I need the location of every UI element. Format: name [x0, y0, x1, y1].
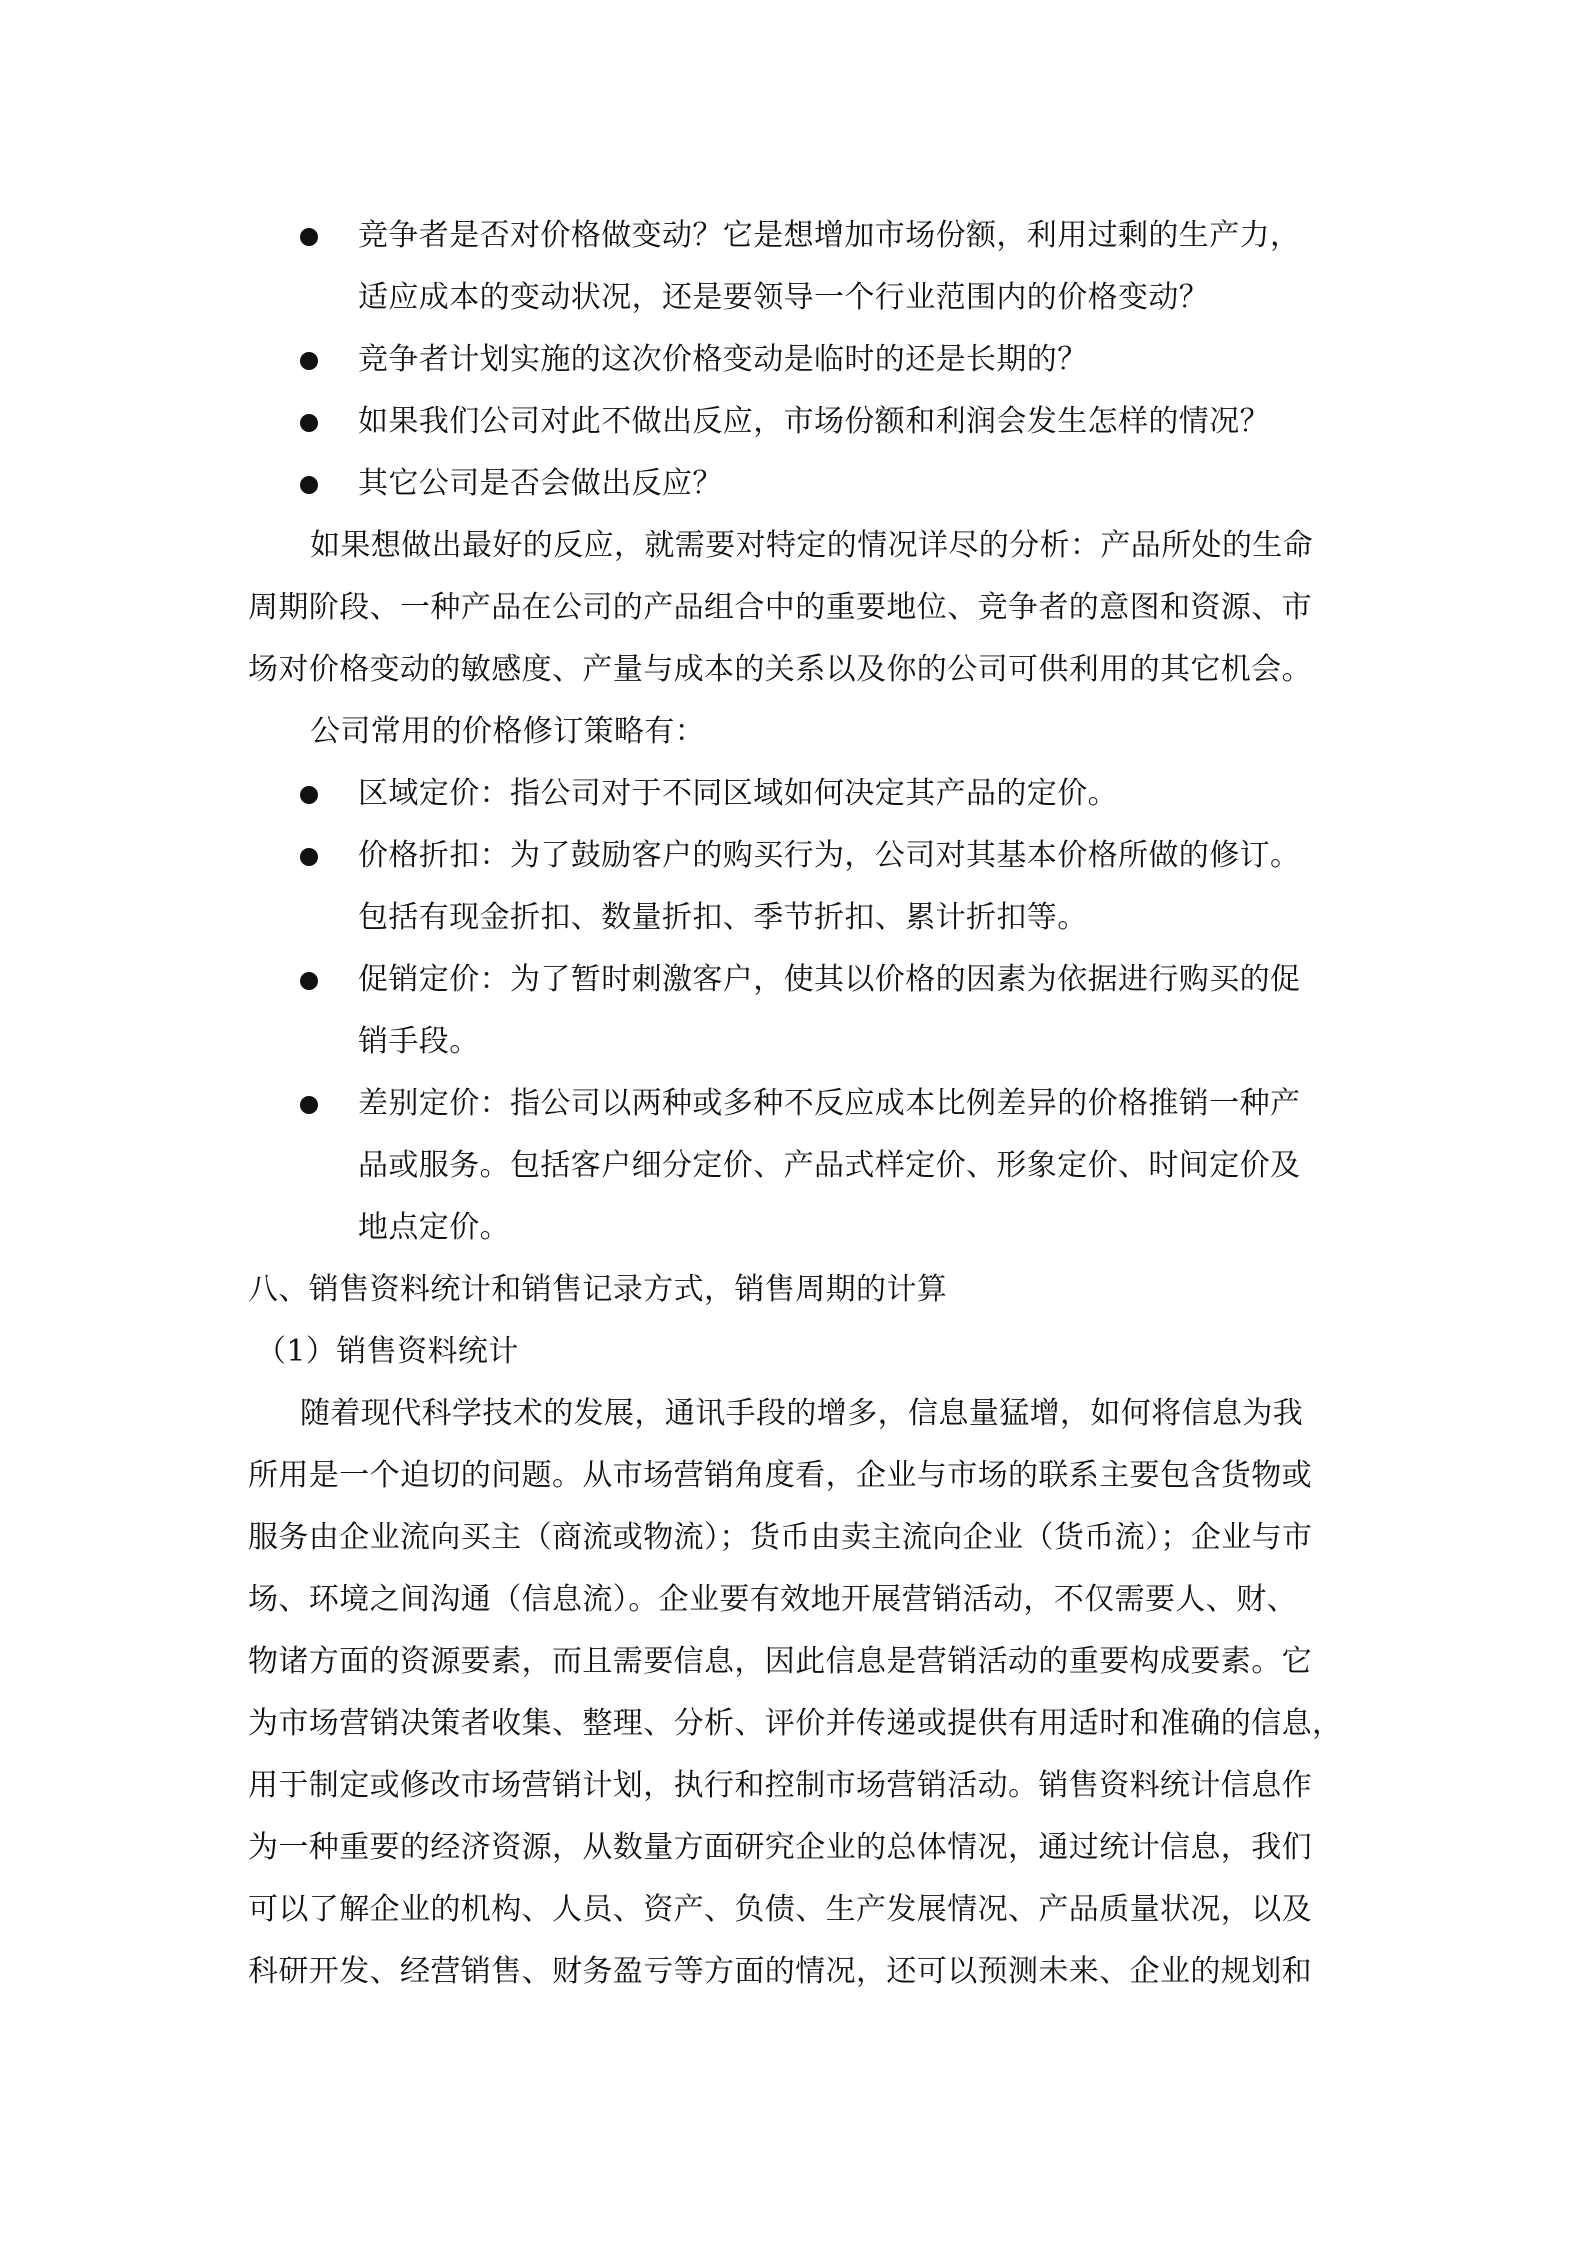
- bullet-continuation-line: [248, 1197, 1346, 1259]
- list-item: [248, 949, 1346, 1073]
- subsection-heading: （1）销售资料统计: [256, 1334, 519, 1369]
- bullet-dot-icon: [300, 786, 318, 804]
- paragraph-price-strategies-intro: 公司常用的价格修订策略有：: [310, 714, 706, 749]
- bullet-dot-icon: [300, 1096, 318, 1114]
- bullet-line: [248, 825, 1346, 887]
- bullet-text: 区域定价：指公司对于不同区域如何决定其产品的定价。: [358, 776, 1118, 811]
- bullet-text: 其它公司是否会做出反应？: [358, 466, 723, 501]
- bullet-dot-icon: [300, 414, 318, 432]
- bullet-dot-icon: [300, 352, 318, 370]
- list-item: [248, 453, 1346, 515]
- list-item: [248, 763, 1346, 825]
- paragraph-best-response: [248, 515, 1346, 701]
- bullet-continuation-line: [248, 1135, 1346, 1197]
- bullet-line: [248, 1073, 1346, 1135]
- list-item: [248, 205, 1346, 329]
- bullet-continuation-line: [248, 887, 1346, 949]
- bullet-text: 适应成本的变动状况，还是要领导一个行业范围内的价格变动？: [358, 280, 1210, 315]
- bullet-list-competitor-questions: [248, 205, 1346, 515]
- bullet-text: 差别定价：指公司以两种或多种不反应成本比例差异的价格推销一种产: [358, 1086, 1301, 1121]
- paragraph-line: 所用是一个迫切的问题。从市场营销角度看，企业与市场的联系主要包含货物或: [248, 1458, 1312, 1493]
- bullet-text: 竞争者是否对价格做变动？它是想增加市场份额，利用过剩的生产力，: [358, 218, 1301, 253]
- paragraph-sales-statistics: [248, 1383, 1346, 2003]
- document-body: [248, 205, 1346, 2003]
- paragraph-line: 科研开发、经营销售、财务盈亏等方面的情况，还可以预测未来、企业的规划和: [248, 1954, 1312, 1989]
- paragraph-line: 为市场营销决策者收集、整理、分析、评价并传递或提供有用适时和准确的信息，: [248, 1706, 1343, 1741]
- bullet-text: 销手段。: [358, 1024, 480, 1059]
- bullet-line: [248, 949, 1346, 1011]
- paragraph-line: 服务由企业流向买主（商流或物流）；货币由卖主流向企业（货币流）；企业与市: [248, 1520, 1313, 1555]
- bullet-list-price-strategies: [248, 763, 1346, 1259]
- bullet-text: 促销定价：为了暂时刺激客户，使其以价格的因素为依据进行购买的促: [358, 962, 1301, 997]
- bullet-line: [248, 391, 1346, 453]
- bullet-text: 包括有现金折扣、数量折扣、季节折扣、累计折扣等。: [358, 900, 1088, 935]
- bullet-line: [248, 329, 1346, 391]
- paragraph-line: 周期阶段、一种产品在公司的产品组合中的重要地位、竞争者的意图和资源、市: [248, 590, 1312, 625]
- bullet-text: 如果我们公司对此不做出反应，市场份额和利润会发生怎样的情况？: [358, 404, 1270, 439]
- bullet-line: [248, 205, 1346, 267]
- bullet-text: 竞争者计划实施的这次价格变动是临时的还是长期的？: [358, 342, 1088, 377]
- bullet-text: 价格折扣：为了鼓励客户的购买行为，公司对其基本价格所做的修订。: [358, 838, 1301, 873]
- paragraph-line: 为一种重要的经济资源，从数量方面研究企业的总体情况，通过统计信息，我们: [248, 1830, 1312, 1865]
- bullet-line: [248, 763, 1346, 825]
- bullet-continuation-line: [248, 1011, 1346, 1073]
- list-item: [248, 391, 1346, 453]
- bullet-text: 品或服务。包括客户细分定价、产品式样定价、形象定价、时间定价及: [358, 1148, 1301, 1183]
- bullet-dot-icon: [300, 476, 318, 494]
- bullet-text: 地点定价。: [358, 1210, 510, 1245]
- list-item: [248, 825, 1346, 949]
- section-heading: 八、销售资料统计和销售记录方式，销售周期的计算: [248, 1272, 948, 1307]
- bullet-dot-icon: [300, 228, 318, 246]
- paragraph-line: 随着现代科学技术的发展，通讯手段的增多，信息量猛增，如何将信息为我: [300, 1396, 1304, 1431]
- bullet-dot-icon: [300, 848, 318, 866]
- paragraph-line: 场、环境之间沟通（信息流）。企业要有效地开展营销活动，不仅需要人、财、: [248, 1582, 1297, 1617]
- paragraph-line: 用于制定或修改市场营销计划，执行和控制市场营销活动。销售资料统计信息作: [248, 1768, 1312, 1803]
- bullet-dot-icon: [300, 972, 318, 990]
- paragraph-line: 场对价格变动的敏感度、产量与成本的关系以及你的公司可供利用的其它机会。: [248, 652, 1312, 687]
- paragraph-line: 如果想做出最好的反应，就需要对特定的情况详尽的分析：产品所处的生命: [310, 528, 1314, 563]
- list-item: [248, 1073, 1346, 1259]
- bullet-continuation-line: [248, 267, 1346, 329]
- bullet-line: [248, 453, 1346, 515]
- paragraph-line: 物诸方面的资源要素，而且需要信息，因此信息是营销活动的重要构成要素。它: [248, 1644, 1312, 1679]
- paragraph-line: 可以了解企业的机构、人员、资产、负债、生产发展情况、产品质量状况，以及: [248, 1892, 1312, 1927]
- list-item: [248, 329, 1346, 391]
